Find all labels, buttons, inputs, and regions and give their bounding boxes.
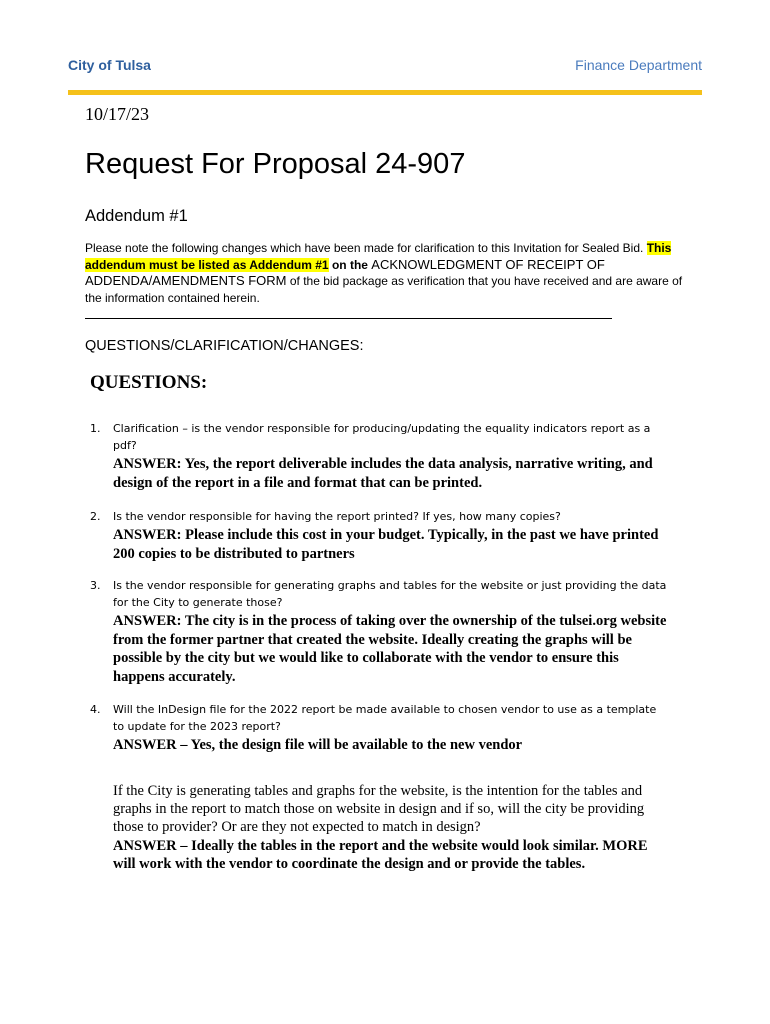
answer-text: ANSWER: The city is in the process of taking over the ownership of the tulsei.org website from the former partner that created the website. Ideally creating the graphs will be possible by the city but we would like to collaborate with the vendor to ensure this happens accurately.	[113, 613, 667, 685]
question-number: 3.	[90, 579, 101, 592]
intro-text-2: on the	[331, 257, 368, 272]
intro-highlight: This addendum must be listed as Addendum #1	[85, 241, 672, 272]
question-text: Clarification – is the vendor responsible for producing/updating the equality indicators report as a pdf?	[113, 422, 651, 452]
additional-question: If the City is generating tables and graphs for the website, is the intention for the tables and graphs in the report to match those on website in design and if so, will the city be providing those to provider? Or are they not expected to match in design?	[113, 783, 645, 835]
header-department: Finance Department	[575, 57, 702, 73]
document-title: Request For Proposal 24-907	[85, 148, 466, 180]
question-number: 1.	[90, 422, 101, 435]
questions-title: QUESTIONS:	[90, 372, 208, 393]
question-number: 4.	[90, 703, 101, 716]
answer-text: ANSWER: Please include this cost in your budget. Typically, in the past we have printed 200 copies to be distributed to partners	[113, 527, 659, 562]
question-item	[90, 577, 670, 686]
question-item	[90, 420, 670, 492]
answer-text: ANSWER – Yes, the design file will be available to the new vendor	[113, 737, 523, 753]
question-text: Is the vendor responsible for having the report printed? If yes, how many copies?	[113, 510, 561, 523]
intro-paragraph	[85, 240, 685, 306]
questions-list	[90, 420, 670, 755]
question-number: 2.	[90, 510, 101, 523]
question-text: Will the InDesign file for the 2022 report be made available to chosen vendor to use as a template to update for the 2023 report?	[113, 703, 657, 733]
section-divider	[85, 318, 612, 319]
answer-text: ANSWER: Yes, the report deliverable includes the data analysis, narrative writing, and design of the report in a file and format that can be printed.	[113, 456, 653, 491]
question-item	[90, 701, 670, 755]
document-date: 10/17/23	[85, 104, 150, 124]
page-header	[68, 57, 702, 77]
header-organization: City of Tulsa	[68, 57, 151, 73]
header-divider	[68, 90, 702, 95]
question-item	[90, 508, 670, 563]
intro-form-name: ACKNOWLEDGMENT OF RECEIPT OF ADDENDA/AMENDMENTS FORM	[85, 256, 605, 288]
section-heading: QUESTIONS/CLARIFICATION/CHANGES:	[85, 338, 364, 354]
intro-text-1: Please note the following changes which have been made for clarification to this Invitation for Sealed Bid.	[85, 241, 644, 255]
additional-answer: ANSWER – Ideally the tables in the report and the website would look similar. MORE will work with the vendor to coordinate the design and or provide the tables.	[113, 838, 648, 872]
intro-text-4: of the bid package as verification that you have received and are aware of the information contained herein.	[85, 274, 683, 305]
question-text: Is the vendor responsible for generating graphs and tables for the website or just providing the data for the City to generate those?	[113, 579, 667, 609]
addendum-number: Addendum #1	[85, 207, 188, 225]
